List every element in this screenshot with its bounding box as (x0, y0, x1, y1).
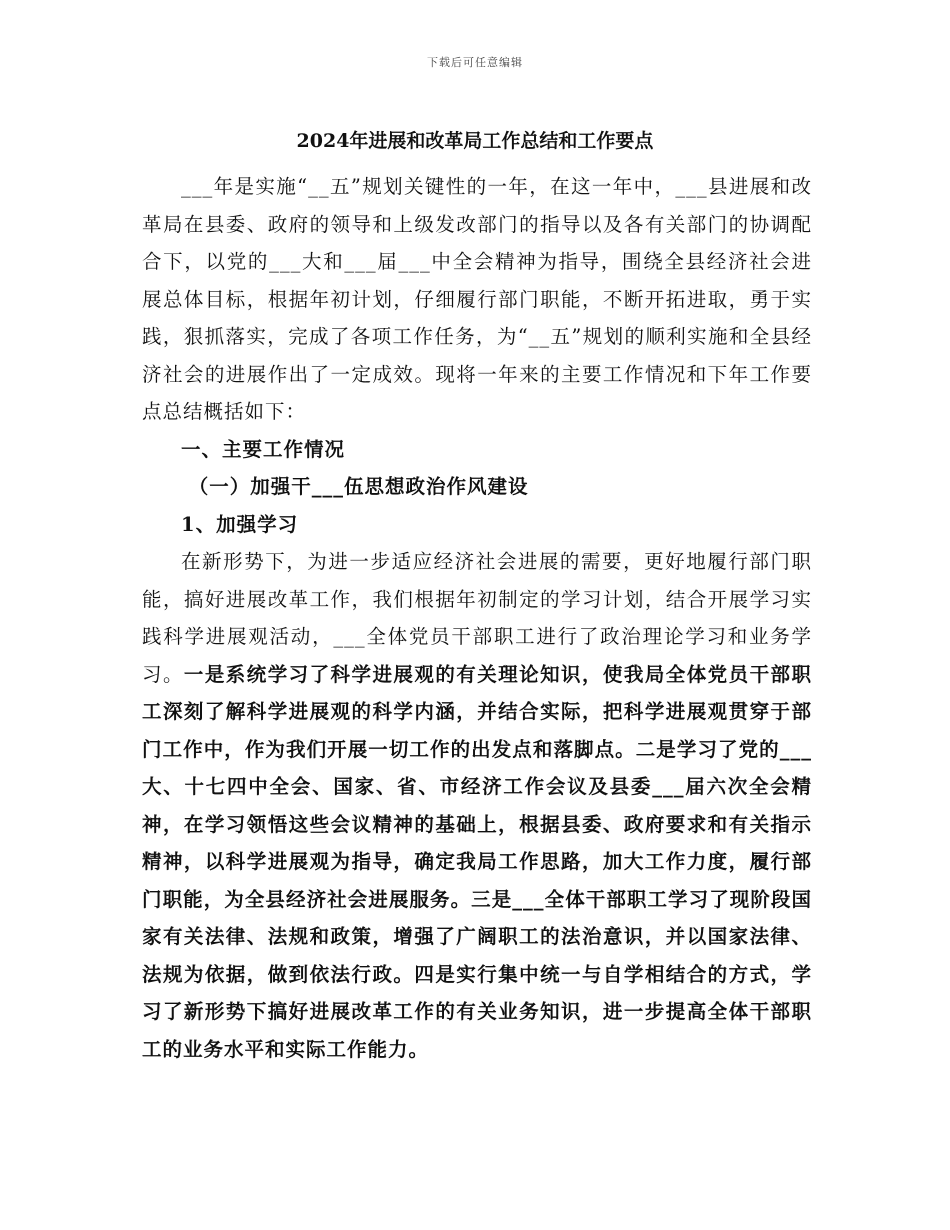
document-body (142, 168, 812, 1068)
subsection-heading: （一）加强干___伍思想政治作风建设 (188, 475, 529, 498)
section-heading: 一、主要工作情况 (181, 437, 346, 461)
document-title: 2024年进展和改革局工作总结和工作要点 (296, 130, 654, 152)
item-heading: 1、加强学习 (181, 512, 299, 536)
study-paragraph-normal-text: 在新形势下，为进一步适应经济社会进展的需要，更好地履行部门职能，搞好进展改革工作，我们根据年初制定的学习计划，结合开展学习实践科学进展观活动，___全体党员干部职工进行了政治理论学习和业务学习。 (142, 550, 812, 686)
study-paragraph-bold-text: 一是系统学习了科学进展观的有关理论知识，使我局全体党员干部职工深刻了解科学进展观的科学内涵，并结合实际，把科学进展观贯穿于部门工作中，作为我们开展一切工作的出发点和落脚点。二是学习了党的___大、十七四中全会、国家、省、市经济工作会议及县委___届六次全会精神，在学习领悟这些会议精神的基础上，根据县委、政府要求和有关指示精神，以科学进展观为指导，确定我局工作思路，加大工作力度，履行部门职能，为全县经济社会进展服务。三是___全体干部职工学习了现阶段国家有关法律、法规和政策，增强了广阔职工的法治意识，并以国家法律、法规为依据，做到依法行政。四是实行集中统一与自学相结合的方式，学习了新形势下搞好进展改革工作的有关业务知识，进一步提高全体干部职工的业务水平和实际工作能力。 (142, 662, 812, 1061)
header-note: 下载后可任意编辑 (427, 56, 523, 69)
intro-paragraph: ___年是实施“__五”规划关键性的一年，在这一年中，___县进展和改革局在县委、政府的领导和上级发改部门的指导以及各有关部门的协调配合下，以党的___大和___届___中全会精神为指导，围绕全县经济社会进展总体目标，根据年初计划，仔细履行部门职能，不断开拓进取，勇于实践，狠抓落实，完成了各项工作任务，为“__五”规划的顺利实施和全县经济社会的进展作出了一定成效。现将一年来的主要工作情况和下年工作要点总结概括如下： (142, 175, 812, 423)
study-paragraph (142, 543, 812, 1068)
